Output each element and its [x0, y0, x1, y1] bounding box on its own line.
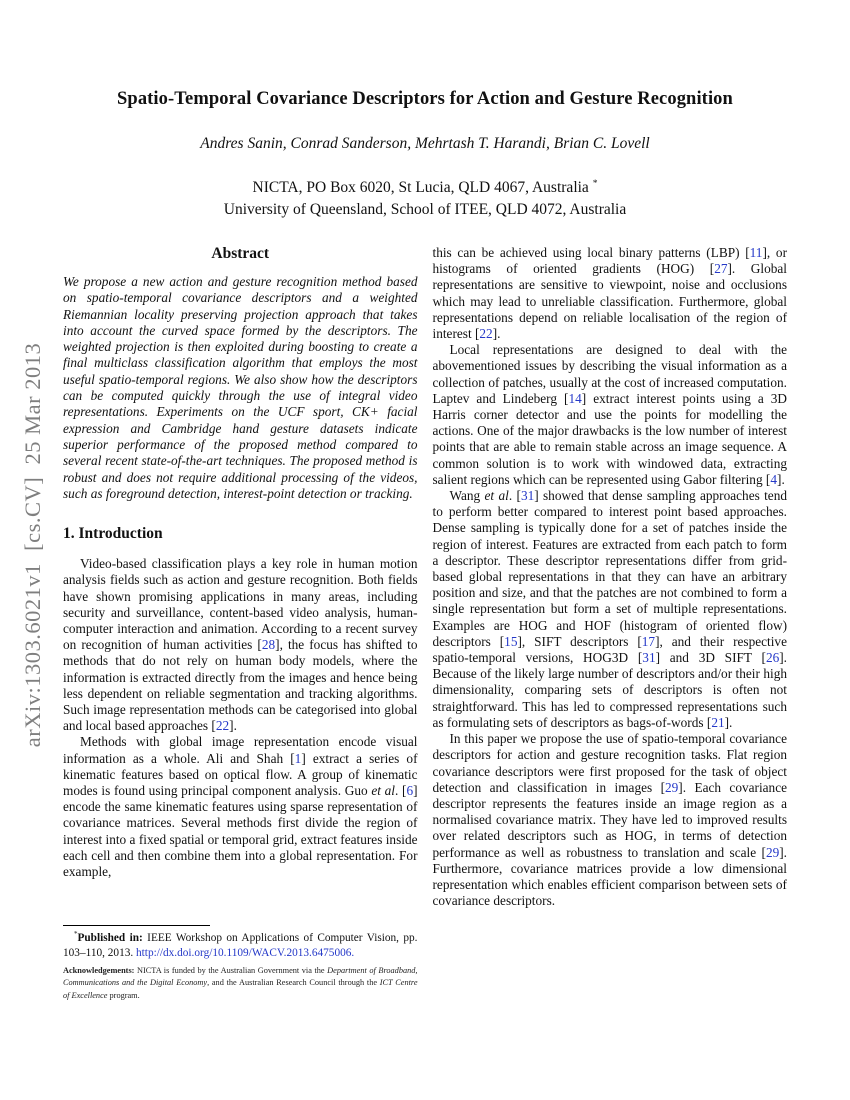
text-segment: Published in: [77, 931, 143, 944]
text-segment: ] extract interest points using a 3D Harris corner detector and use the points for modelling the actions. One of the major drawbacks is the low number of interest points that are able to remain stable across an image sequence. A common solution is to work with windowed data, extracting salient regions which can be represented using Gabor filtering [ [432, 390, 787, 487]
abstract-text: We propose a new action and gesture recognition method based on spatio-temporal covariance descriptors and a weighted Riemannian locality preserving projection approach that takes into account the curved space formed by the descriptors. The weighted projection is then exploited during boosting to create a final multiclass classification algorithm that employs the most useful spatio-temporal regions. We also show how the descriptors can be computed quickly through the use of integral video representations. Experiments on the UCF sport, CK+ facial expression and Cambridge hand gesture datasets indicate superior performance of the proposed method compared to several recent state-of-the-art techniques. The proposed method is robust and does not require additional processing of the videos, such as foreground detection, interest-point detection or tracking. [63, 274, 418, 501]
text-segment: ICT Centre of Excellence [63, 978, 418, 1001]
text-segment: et al [484, 488, 509, 504]
text-segment: Acknowledgements: [63, 965, 135, 975]
footnote-rule [63, 925, 210, 926]
text-segment: . [ [508, 488, 521, 504]
citation-ref[interactable]: 31 [520, 488, 535, 504]
body-paragraph-local-representations [433, 342, 788, 488]
text-segment: . [ [394, 783, 407, 798]
text-segment: ]. [492, 326, 501, 342]
two-column-body [0, 245, 850, 1003]
section-heading-introduction: 1. Introduction [63, 525, 163, 543]
citation-ref[interactable]: 26 [765, 650, 780, 666]
citation-ref[interactable]: 6 [406, 783, 414, 798]
right-column [433, 245, 788, 1003]
text-segment: NICTA is funded by the Australian Government via the [134, 965, 328, 975]
citation-ref[interactable]: 14 [568, 390, 582, 406]
text-segment: Video-based classification plays a key role in human motion analysis fields such as action and gesture recognition. Both fields have shown promising applications in many areas, including security and surveillance, content-based video analysis, human-computer interaction and animation. According to a recent survey on recognition of human activities [ [63, 556, 418, 653]
text-segment: ]. [229, 718, 237, 734]
citation-ref[interactable]: 21 [711, 714, 725, 730]
citation-ref[interactable]: 31 [642, 650, 656, 666]
text-segment: ] encode the same kinematic features using sparse representation of covariance matrices. Several methods first divide the region of interest into a fixed spatial or temporal grid, extract features inside each cell and then combine them into a global representation. For example, [63, 783, 418, 880]
text-segment: Department of Broadband, Communications and the Digital Economy [63, 965, 418, 988]
text-segment: * [74, 929, 78, 938]
text-segment: IEEE Workshop on Applications of Computer Vision, pp. 103–110, 2013. [63, 931, 418, 959]
text-segment: * [592, 177, 598, 189]
text-segment: ]. [777, 471, 785, 487]
citation-ref[interactable]: 4 [770, 471, 778, 487]
text-segment: ] showed that dense sampling approaches tend to perform better compared to interest point based approaches. Dense sampling is typically done for a set of patches inside the region of interest. Features are extracted from each patch to form a descriptor. These descriptor representations differ from grid-based global representations in that they can have an arbitrary position and size, and that the patches are not combined to form a single representation but form a set of multiple representations. Examples are HOG and HOF (histogram of oriented flow) descriptors [ [432, 488, 788, 649]
citation-ref[interactable]: 17 [641, 633, 656, 649]
text-segment: ] extract a series of kinematic features based on optical flow. A group of kinematic modes is found using principal component analysis. Guo [63, 750, 418, 798]
text-segment: program. [107, 991, 140, 1001]
citation-ref[interactable]: 27 [714, 261, 728, 277]
affiliation-line-1 [0, 177, 850, 199]
citation-ref[interactable]: 11 [749, 245, 763, 260]
paper-title: Spatio-Temporal Covariance Descriptors for Action and Gesture Recognition [117, 89, 733, 109]
paper-affiliations [0, 177, 850, 221]
text-segment: ], or histograms of oriented gradients (HOG) [ [432, 245, 787, 277]
citation-ref[interactable]: 29 [665, 779, 679, 795]
left-column [63, 245, 418, 1003]
published-in-note [63, 931, 418, 961]
text-segment: ]. [724, 714, 733, 730]
citation-ref[interactable]: 22 [479, 326, 493, 342]
text-segment: et al [371, 783, 395, 798]
abstract-heading: Abstract [211, 245, 270, 262]
paper-authors: Andres Sanin, Conrad Sanderson, Mehrtash T. Harandi, Brian C. Lovell [200, 135, 650, 152]
text-segment: ]. Global representations are sensitive to viewpoint, noise and occlusions which may lead to unreliable classification. Furthermore, global representations depend on reliable localisation of the region of interest [ [432, 261, 787, 342]
text-segment: ]. Each covariance descriptor represents the features inside an image region as a normalised covariance matrix. They have led to improved results over related descriptors such as HOG, in terms of detection performance as well as robustness to translation and scale [ [432, 779, 787, 860]
text-segment: NICTA, PO Box 6020, St Lucia, QLD 4067, Australia [252, 179, 593, 196]
body-paragraph-continuation [433, 245, 788, 342]
text-segment: , and the Australian Research Council through the [207, 978, 380, 988]
doi-link[interactable]: http://dx.doi.org/10.1109/WACV.2013.6475006. [136, 946, 355, 959]
citation-ref[interactable]: 15 [504, 633, 518, 649]
citation-ref[interactable]: 29 [765, 844, 780, 860]
citation-ref[interactable]: 28 [261, 637, 276, 653]
body-paragraph-proposal [433, 731, 788, 909]
text-segment: ], SIFT descriptors [ [517, 633, 642, 649]
text-segment: In this paper we propose the use of spatio-temporal covariance descriptors for action and gesture recognition tasks. Flat region covariance descriptors were first proposed for the task of object detection and classification in images [ [432, 731, 787, 795]
intro-paragraph-1 [63, 556, 418, 734]
text-segment: Local representations are designed to deal with the abovementioned issues by describing the visual information as a collection of patches, usually at the cost of increased computation. Laptev and Lindeberg [ [432, 342, 787, 406]
text-segment: Methods with global image representation encode visual information as a whole. Ali and Shah [ [63, 734, 418, 766]
paper-header [0, 0, 850, 221]
affiliation-line-2: University of Queensland, School of ITEE, QLD 4072, Australia [223, 201, 627, 218]
text-segment: this can be achieved using local binary patterns (LBP) [ [432, 245, 750, 260]
text-segment: ], and their respective spatio-temporal versions, HOG3D [ [432, 633, 787, 666]
acknowledgements-note [63, 965, 418, 1003]
text-segment: ] and 3D SIFT [ [655, 650, 766, 666]
text-segment: ]. Because of the likely large number of descriptors and/or their high dimensionality, comparing sets of descriptors is often not straightforward. This has led to compressed representations such as formulating sets of descriptors as bags-of-words [ [432, 650, 788, 730]
body-paragraph-dense-sampling [433, 488, 788, 731]
text-segment: ]. Furthermore, covariance matrices provide a low dimensional representation which enables efficient comparison between sets of covariance descriptors. [432, 844, 787, 909]
text-segment: ], the focus has shifted to methods that do not rely on human body models, where the information is extracted directly from the images and hence being less dependent on reliable segmentation and tracking algorithms. Such image representation methods can be categorised into global and local based approaches [ [63, 637, 418, 734]
footnote-block [63, 917, 418, 1003]
arxiv-watermark: arXiv:1303.6021v1 [cs.CV] 25 Mar 2013 [20, 342, 45, 748]
intro-paragraph-2 [63, 734, 418, 880]
text-segment: Wang [449, 488, 485, 504]
citation-ref[interactable]: 22 [215, 718, 230, 734]
citation-ref[interactable]: 1 [294, 750, 302, 766]
